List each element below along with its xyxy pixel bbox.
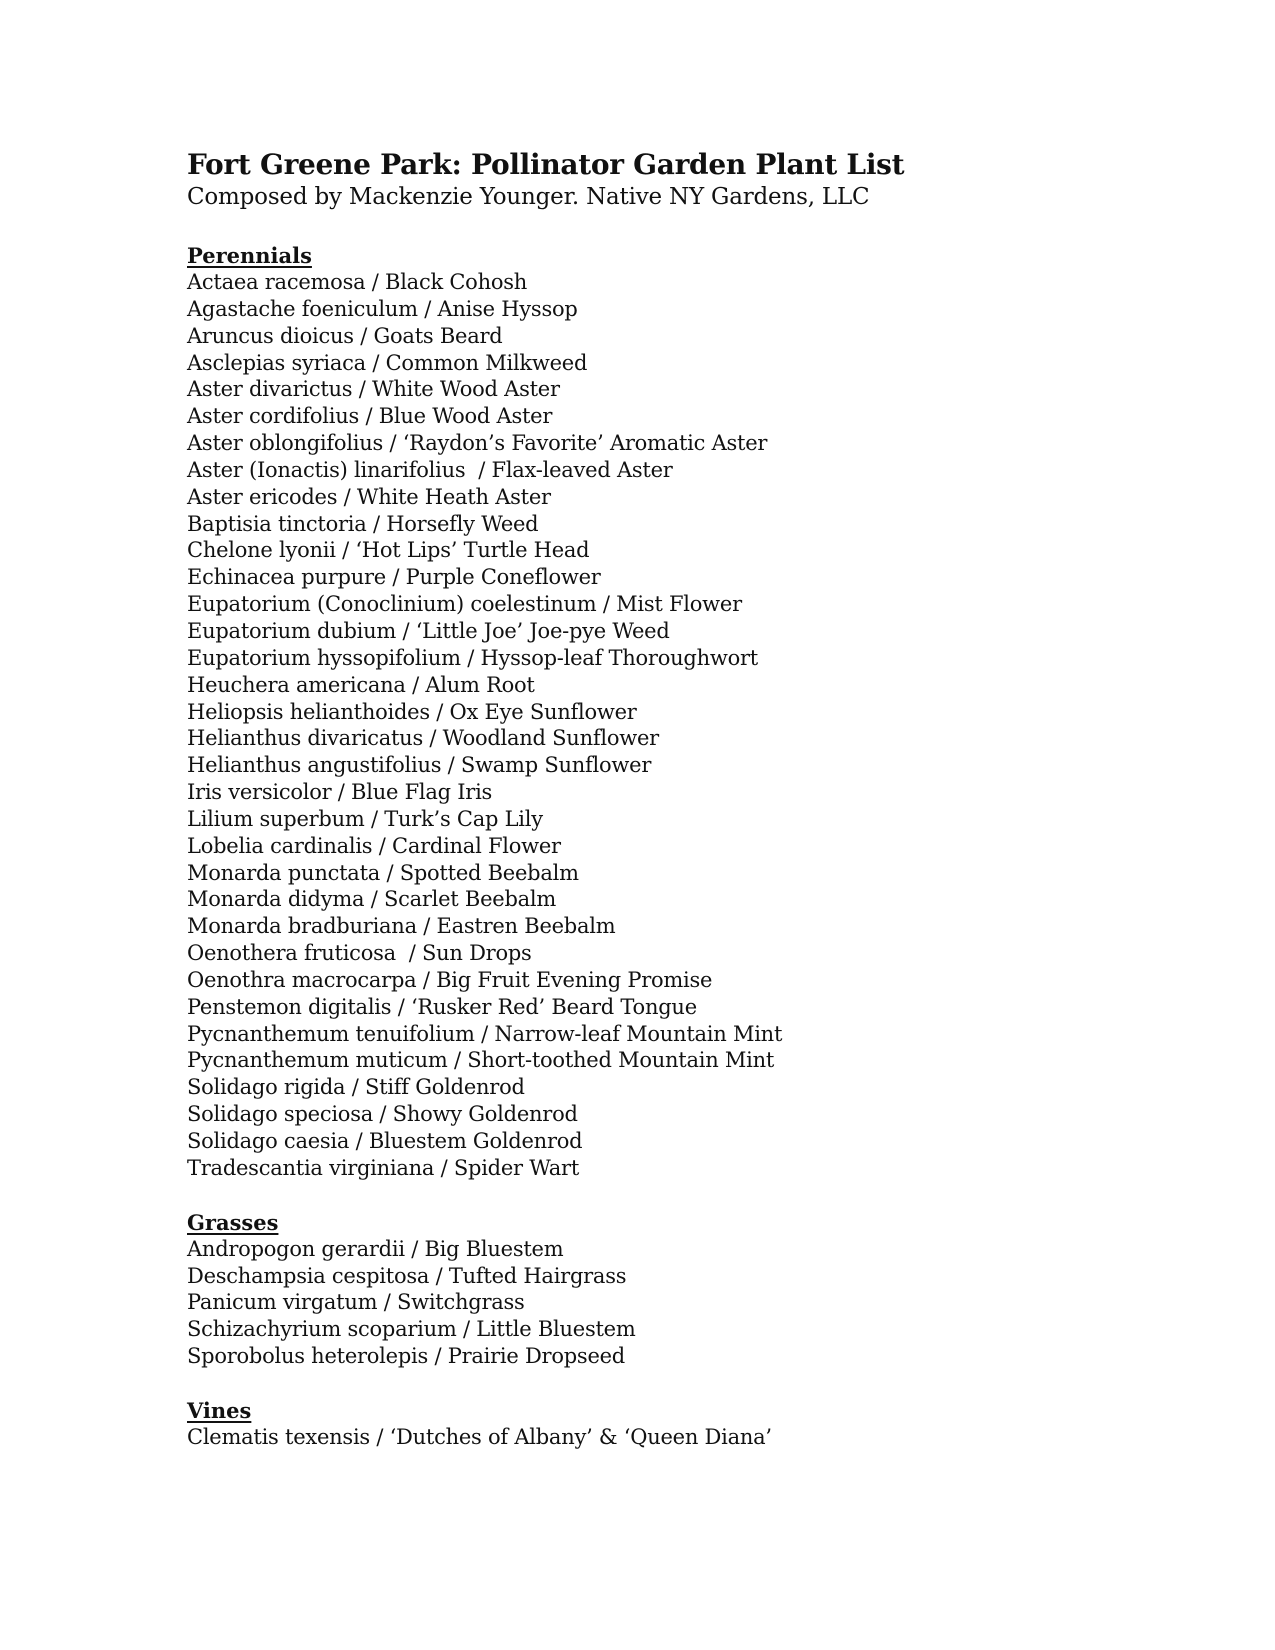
plant-list-item: Lobelia cardinalis / Cardinal Flower <box>187 833 561 858</box>
plant-list-item: Actaea racemosa / Black Cohosh <box>187 270 528 294</box>
plant-list-item: Solidago caesia / Bluestem Goldenrod <box>187 1129 583 1153</box>
plant-list-item: Monarda bradburiana / Eastren Beebalm <box>187 914 616 939</box>
plant-list-item: Oenothra macrocarpa / Big Fruit Evening Promise <box>187 967 713 992</box>
plant-list-item: Schizachyrium scoparium / Little Bluestem <box>187 1317 636 1342</box>
vines-heading: Vines <box>187 1397 252 1423</box>
plant-list-item: Panicum virgatum / Switchgrass <box>187 1290 525 1315</box>
plant-list-item: Agastache foeniculum / Anise Hyssop <box>187 296 578 321</box>
vines-section <box>187 1397 1087 1451</box>
plant-list-item: Helianthus divaricatus / Woodland Sunflower <box>187 726 659 751</box>
plant-list-item: Andropogon gerardii / Big Bluestem <box>187 1236 564 1261</box>
perennials-section <box>187 242 1087 1182</box>
plant-list-item: Heliopsis helianthoides / Ox Eye Sunflower <box>187 699 637 724</box>
plant-list-item: Echinacea purpure / Purple Coneflower <box>187 565 601 590</box>
plant-list-item: Helianthus angustifolius / Swamp Sunflower <box>187 753 652 778</box>
grasses-list <box>187 1236 1087 1370</box>
document-title: Fort Greene Park: Pollinator Garden Plant List <box>187 148 905 181</box>
grasses-section <box>187 1209 1087 1370</box>
plant-list-item: Pycnanthemum tenuifolium / Narrow-leaf Mountain Mint <box>187 1021 783 1046</box>
perennials-list <box>187 269 1087 1182</box>
plant-list-item: Asclepias syriaca / Common Milkweed <box>187 350 588 375</box>
plant-list-item: Solidago rigida / Stiff Goldenrod <box>187 1075 525 1100</box>
plant-list-item: Aster divarictus / White Wood Aster <box>187 377 560 402</box>
plant-list-item: Oenothera fruticosa / Sun Drops <box>187 941 532 966</box>
plant-list-item: Eupatorium dubium / ‘Little Joe’ Joe-pye Weed <box>187 618 670 643</box>
grasses-heading: Grasses <box>187 1209 279 1235</box>
perennials-heading: Perennials <box>187 243 312 268</box>
plant-list-item: Aster ericodes / White Heath Aster <box>187 484 551 509</box>
plant-list-item: Sporobolus heterolepis / Prairie Dropseed <box>187 1344 625 1369</box>
plant-list-item: Baptisia tinctoria / Horsefly Weed <box>187 511 539 536</box>
plant-list-item: Eupatorium hyssopifolium / Hyssop-leaf Thoroughwort <box>187 645 758 670</box>
plant-list-item: Pycnanthemum muticum / Short-toothed Mountain Mint <box>187 1048 775 1073</box>
document-page <box>187 148 1087 1451</box>
plant-list-item: Clematis texensis / ‘Dutches of Albany’ & ‘Queen Diana’ <box>187 1424 772 1449</box>
vines-list <box>187 1424 1087 1451</box>
plant-list-item: Heuchera americana / Alum Root <box>187 672 535 697</box>
plant-list-item: Deschampsia cespitosa / Tufted Hairgrass <box>187 1263 627 1288</box>
plant-list-item: Aster cordifolius / Blue Wood Aster <box>187 404 553 429</box>
plant-list-item: Solidago speciosa / Showy Goldenrod <box>187 1102 578 1127</box>
plant-list-item: Aruncus dioicus / Goats Beard <box>187 323 503 348</box>
plant-list-item: Penstemon digitalis / ‘Rusker Red’ Beard Tongue <box>187 994 697 1019</box>
plant-list-item: Monarda didyma / Scarlet Beebalm <box>187 887 557 912</box>
plant-list-item: Aster oblongifolius / ‘Raydon’s Favorite’ Aromatic Aster <box>187 431 768 456</box>
plant-list-item: Eupatorium (Conoclinium) coelestinum / Mist Flower <box>187 592 742 617</box>
plant-list-item: Tradescantia virginiana / Spider Wart <box>187 1155 580 1180</box>
plant-list-item: Iris versicolor / Blue Flag Iris <box>187 780 493 805</box>
plant-list-item: Monarda punctata / Spotted Beebalm <box>187 860 579 885</box>
document-subtitle: Composed by Mackenzie Younger. Native NY Gardens, LLC <box>187 184 870 210</box>
plant-list-item: Chelone lyonii / ‘Hot Lips’ Turtle Head <box>187 538 590 563</box>
plant-list-item: Lilium superbum / Turk’s Cap Lily <box>187 806 543 831</box>
plant-list-item: Aster (Ionactis) linarifolius / Flax-leaved Aster <box>187 457 673 482</box>
